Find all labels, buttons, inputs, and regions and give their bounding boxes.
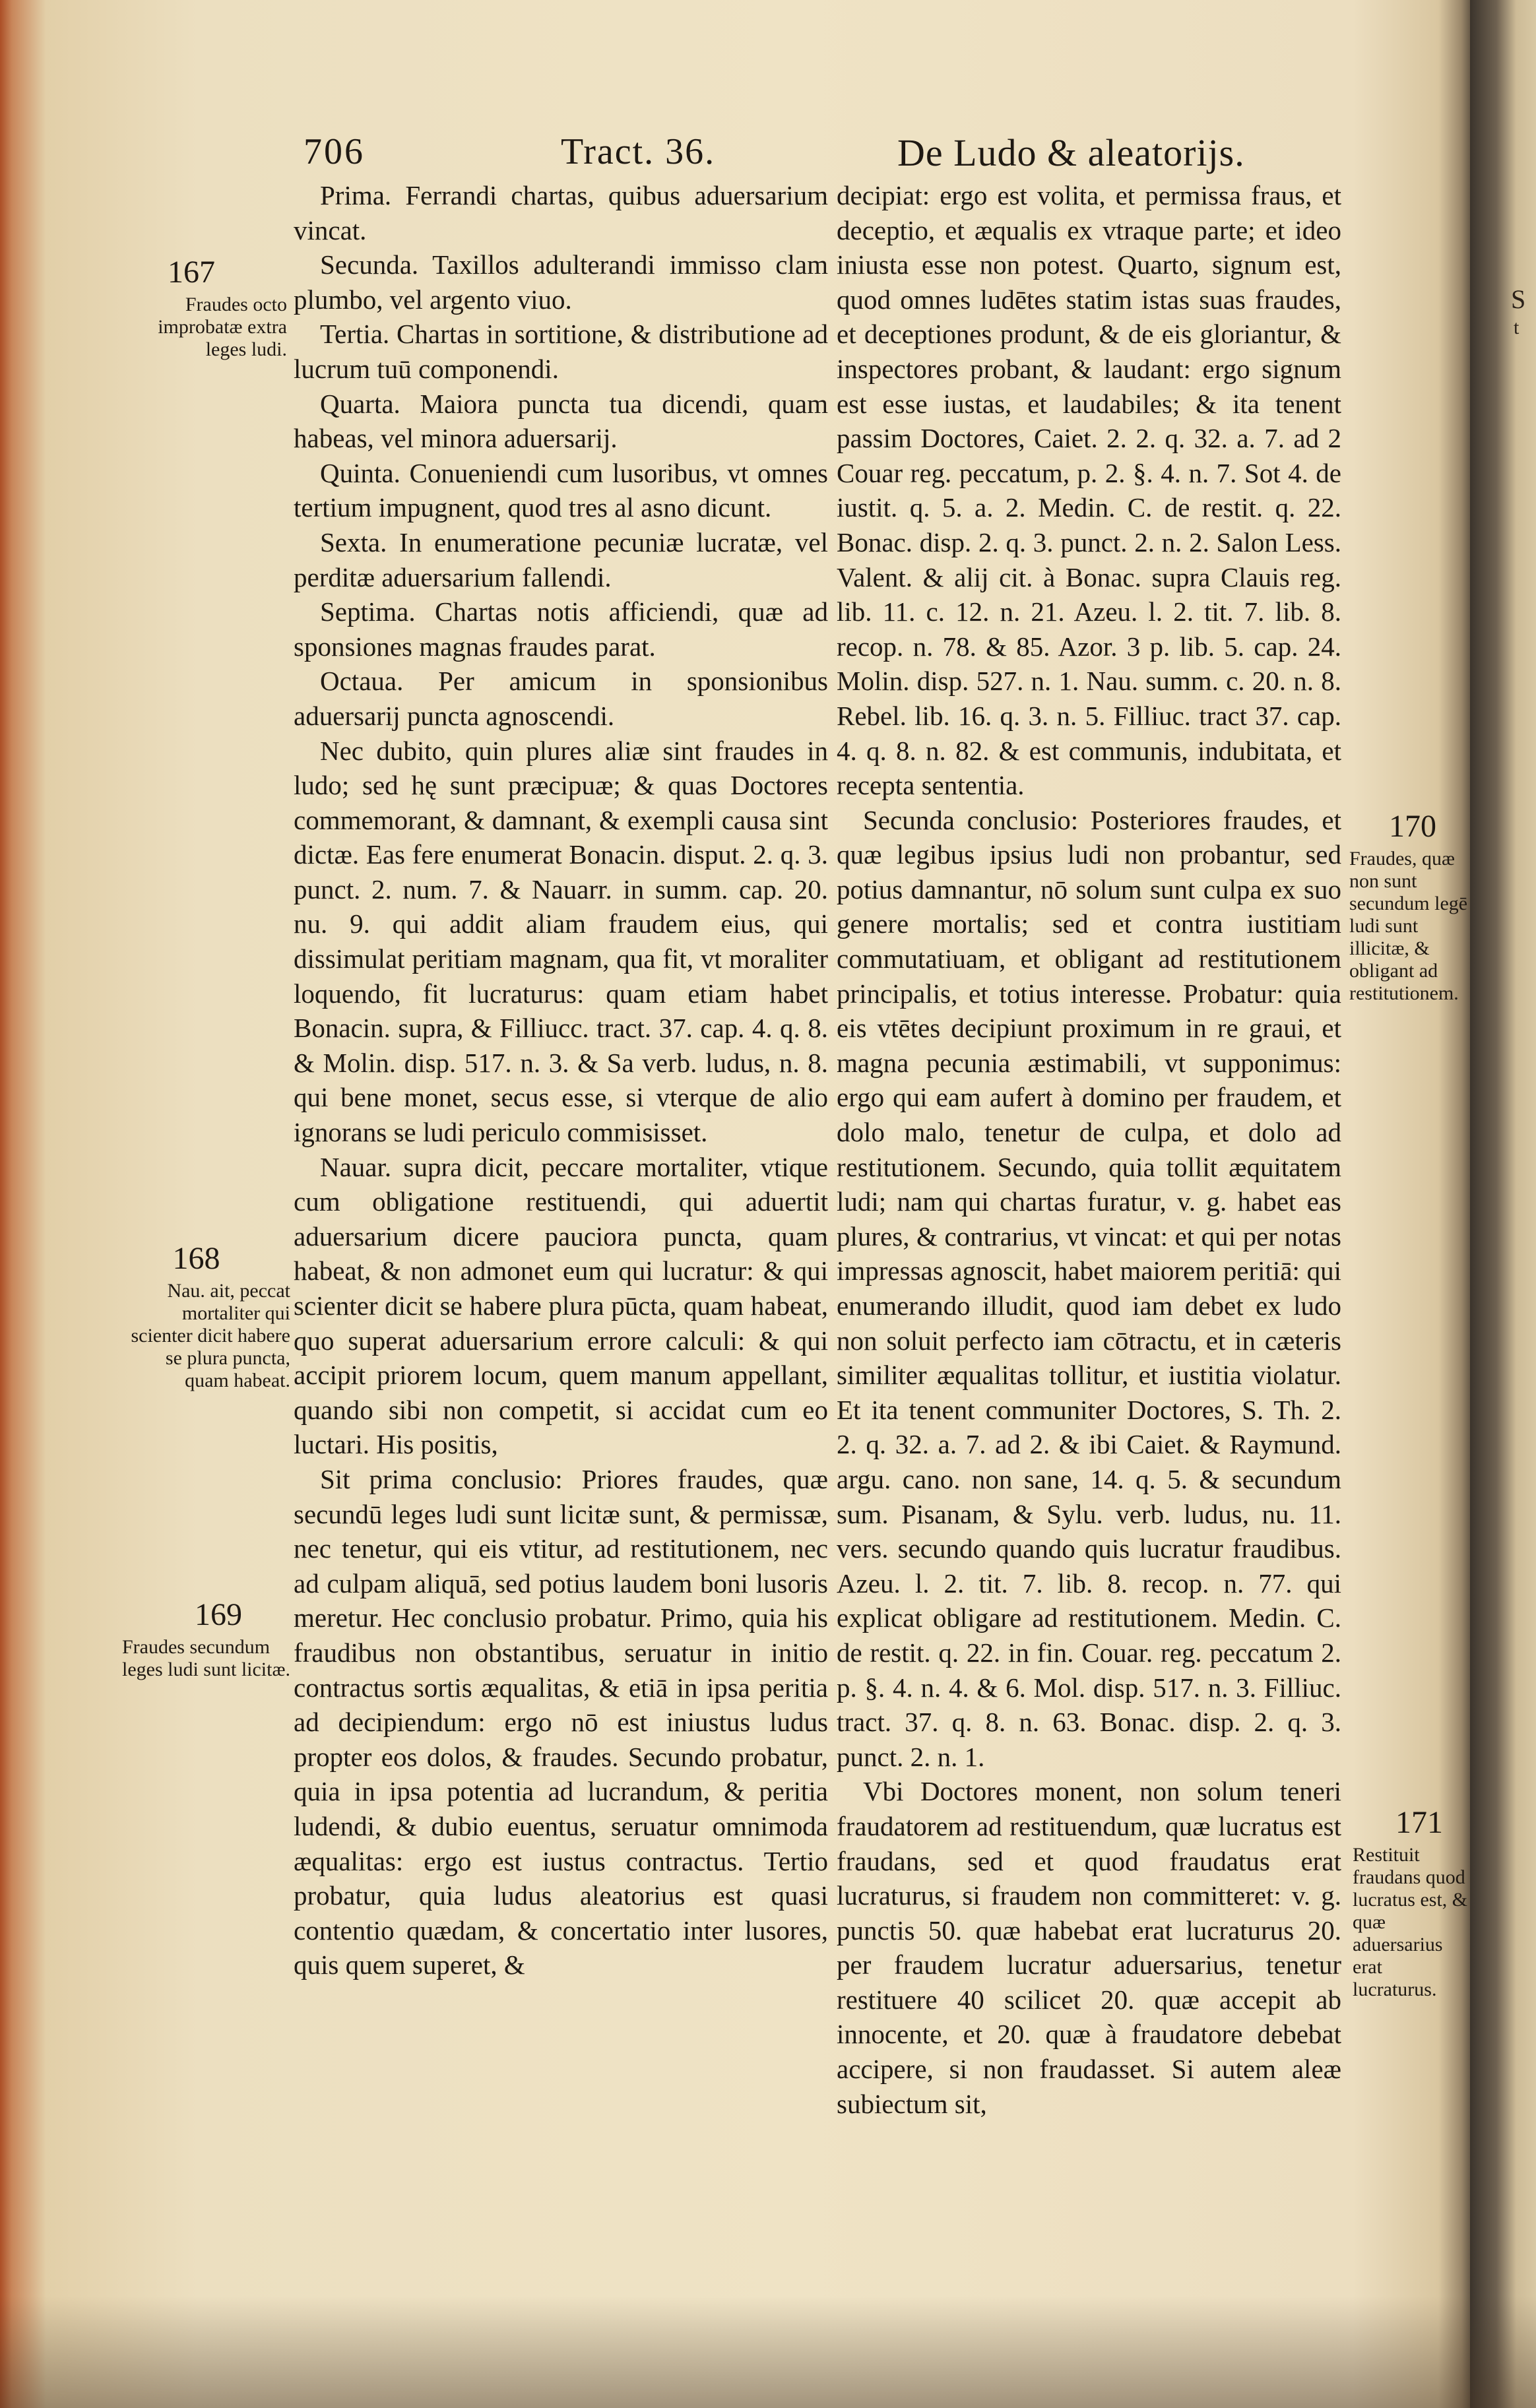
edge-letter-t: t — [1514, 317, 1520, 338]
margin-note-171 — [1353, 1804, 1468, 2001]
paragraph-tertia: Tertia. Chartas in sortitione, & distributione ad lucrum tuū componendi. — [294, 319, 828, 384]
margin-note-text: Fraudes, quæ non sunt secundum legē ludi sunt illicitæ, & obligant ad restitutionem. — [1349, 848, 1468, 1004]
paragraph-continuation: decipiat: ergo est volita, et permissa fraus, et deceptio, et æqualis ex vtraque parte; et ideo iniusta esse non potest. Quarto, signum est, quod omnes ludētes statim istas suas fraudes, et deceptiones produnt, & de eis gloriantur, & inspectores probant, & laudant: ergo signum est esse iustas, et laudabiles; & ita tenent passim Doctores, Caiet. 2. 2. q. 32. a. 7. ad 2 Couar reg. peccatum, p. 2. §. 4. n. 7. Sot 4. de iustit. q. 5. a. 2. Medin. C. de restit. q. 22. Bonac. disp. 2. q. 3. punct. 2. n. 2. Salon Less. Valent. & alij cit. à Bonac. supra Clauis reg. lib. 11. c. 12. n. 21. Azeu. l. 2. tit. 7. lib. 8. recop. n. 78. & 85. Azor. 3 p. lib. 5. cap. 24. Molin. disp. 527. n. 1. Nau. summ. c. 20. n. 8. Rebel. lib. 16. q. 3. n. 5. Filliuc. tract 37. cap. 4. q. 8. n. 82. & est communis, indubitata, et recepta sententia. — [837, 180, 1341, 801]
paragraph-nec-dubito: Nec dubito, quin plures aliæ sint fraudes in ludo; sed hę sunt præcipuæ; & quas Doctores commemorant, & damnant, & exempli causa sint dictæ. Eas fere enumerat Bonacin. disput. 2. q. 3. punct. 2. num. 7. & Nauarr. in summ. cap. 20. nu. 9. qui addit aliam fraudem eius, qui dissimulat peritiam magnam, qua fit, vt moraliter loquendo, fit lucraturus: quam etiam habet Bonacin. supra, & Filliucc. tract. 37. cap. 4. q. 8. & Molin. disp. 517. n. 3. & Sa verb. ludus, n. 8. qui bene monet, secus esse, si vterque de alio ignorans se ludi periculo commisisset. — [294, 735, 828, 1148]
paragraph-nauar: Nauar. supra dicit, peccare mortaliter, vtique cum obligatione restituendi, qui aduertit aduersarium dicere pauciora puncta, quam habeat, & non admonet eum qui lucratur: & qui scienter dicit se habere plura pūcta, quam habeat, quo superat aduersarium errore calculi: & qui accipit priorem locum, quem manum appellant, quando sibi non competit, si accidat cum eo luctari. His positis, — [294, 1151, 828, 1460]
margin-note-167 — [122, 254, 287, 361]
paragraph-secunda-conclusio: Secunda conclusio: Posteriores fraudes, et quæ legibus ipsius ludi non probantur, sed potius damnantur, nō solum sunt culpa ex suo genere mortalis; sed et contra iustitiam commutatiuam, et obligant ad restitutionem principalis, et totius interesse. Probatur: quia eis vtētes decipiunt proximum in re graui, et magna pecunia æstimabili, vt supponimus: ergo qui eam aufert à domino per fraudem, et dolo malo, tenetur de culpa, et dolo ad restitutionem. Secundo, quia tollit æquitatem ludi; nam qui chartas furatur, v. g. habet eas plures, & contrarius, vt vincat: et qui per notas impressas agnoscit, habet maiorem peritiā: qui enumerando illudit, quod iam debet ex ludo non soluit perfecto iam cōtractu, et in cæteris similiter æqualitas tollitur, et iustitia violatur. Et ita tenent communiter Doctores, S. Th. 2. 2. q. 32. a. 7. ad 2. & ibi Caiet. & Raymund. argu. cano. non sane, 14. q. 5. & secundum sum. Pisanam, & Sylu. verb. ludus, nu. 11. vers. secundo quando quis lucratur fraudibus. Azeu. l. 2. tit. 7. lib. 8. recop. n. 77. qui explicat obligare ad restitutionem. Medin. C. de restit. q. 22. in fin. Couar. reg. peccatum 2. p. §. 4. n. 4. & 6. Mol. disp. 517. n. 3. Filliuc. tract. 37. q. 8. n. 63. Bonac. disp. 2. q. 3. punct. 2. n. 1. — [837, 804, 1341, 1772]
paragraph-quarta: Quarta. Maiora puncta tua dicendi, quam habeas, vel minora aduersarij. — [294, 388, 828, 454]
paragraph-vbi-doctores: Vbi Doctores monent, non solum teneri fraudatorem ad restituendum, quæ lucratus est fraudans, sed et quod fraudatus erat lucraturus, si fraudem non committeret: v. g. punctis 50. quæ habebat erat lucraturus 20. per fraudem lucratur aduersarius, tenetur restituere 40 scilicet 20. quæ accepit ab innocente, et 20. quæ à fraudatore debebat accipere, si non fraudasset. Si autem aleæ subiectum sit, — [837, 1776, 1341, 2119]
paragraph-prima-conclusio: Sit prima conclusio: Priores fraudes, quæ secundū leges ludi sunt licitæ sunt, & permissæ, nec tenetur, qui eis vtitur, ad restitutionem, nec ad culpam aliquā, sed potius laudem boni lusoris meretur. Hec conclusio probatur. Primo, quia his fraudibus non obstantibus, seruatur in initio contractus sortis æqualitas, & etiā in ipsa peritia ad decipiendum: ergo nō est iniustus ludus propter eos dolos, & fraudes. Secundo probatur, quia in ipsa potentia ad lucrandum, & peritia ludendi, & dubio euentus, seruatur omnimoda æqualitas: ergo est iustus contractus. Tertio probatur, quia ludus aleatorius est quasi contentio quædam, & concertatio inter lusores, quis quem superet, & — [294, 1463, 828, 1980]
edge-letter-s: S — [1511, 284, 1526, 314]
margin-note-text: Nau. ait, peccat mortaliter qui scienter dicit habere se plura puncta, quam habeat. — [131, 1280, 290, 1391]
paragraph-prima: Prima. Ferrandi chartas, quibus aduersarium vincat. — [294, 180, 828, 245]
paragraph-secunda: Secunda. Taxillos adulterandi immisso clam plumbo, vel argento viuo. — [294, 249, 828, 315]
margin-note-number: 169 — [195, 1597, 242, 1632]
page-shadow — [0, 2296, 1536, 2408]
margin-note-number: 168 — [172, 1241, 220, 1276]
margin-note-number: 171 — [1395, 1805, 1443, 1840]
facing-page-edge — [1470, 0, 1536, 2408]
margin-note-text: Fraudes octo improbatæ extra leges ludi. — [158, 294, 287, 360]
margin-note-text: Restituit fraudans quod lucratus est, & quæ aduersarius erat lucraturus. — [1353, 1844, 1468, 2000]
paragraph-septima: Septima. Chartas notis afficiendi, quæ ad sponsiones magnas fraudes parat. — [294, 596, 828, 662]
page-header — [304, 131, 1392, 177]
margin-note-169 — [122, 1597, 290, 1681]
paragraph-quinta: Quinta. Conueniendi cum lusoribus, vt omnes tertium impugnent, quod tres al asno dicunt. — [294, 457, 828, 523]
paragraph-sexta: Sexta. In enumeratione pecuniæ lucratæ, vel perditæ aduersarium fallendi. — [294, 526, 828, 592]
left-text-column — [294, 178, 828, 1982]
tract-label: Tract. 36. — [561, 131, 716, 172]
running-title: De Ludo & aleatorijs. — [897, 131, 1245, 174]
paragraph-octaua: Octaua. Per amicum in sponsionibus aduersarij puncta agnoscendi. — [294, 666, 828, 731]
margin-note-170 — [1349, 808, 1468, 1005]
margin-note-text: Fraudes secundum leges ludi sunt licitæ. — [122, 1636, 290, 1680]
right-text-column — [837, 178, 1341, 2121]
margin-note-number: 170 — [1389, 809, 1436, 844]
margin-note-number: 167 — [168, 255, 215, 290]
margin-note-168 — [122, 1240, 290, 1392]
page-number: 706 — [304, 131, 365, 172]
